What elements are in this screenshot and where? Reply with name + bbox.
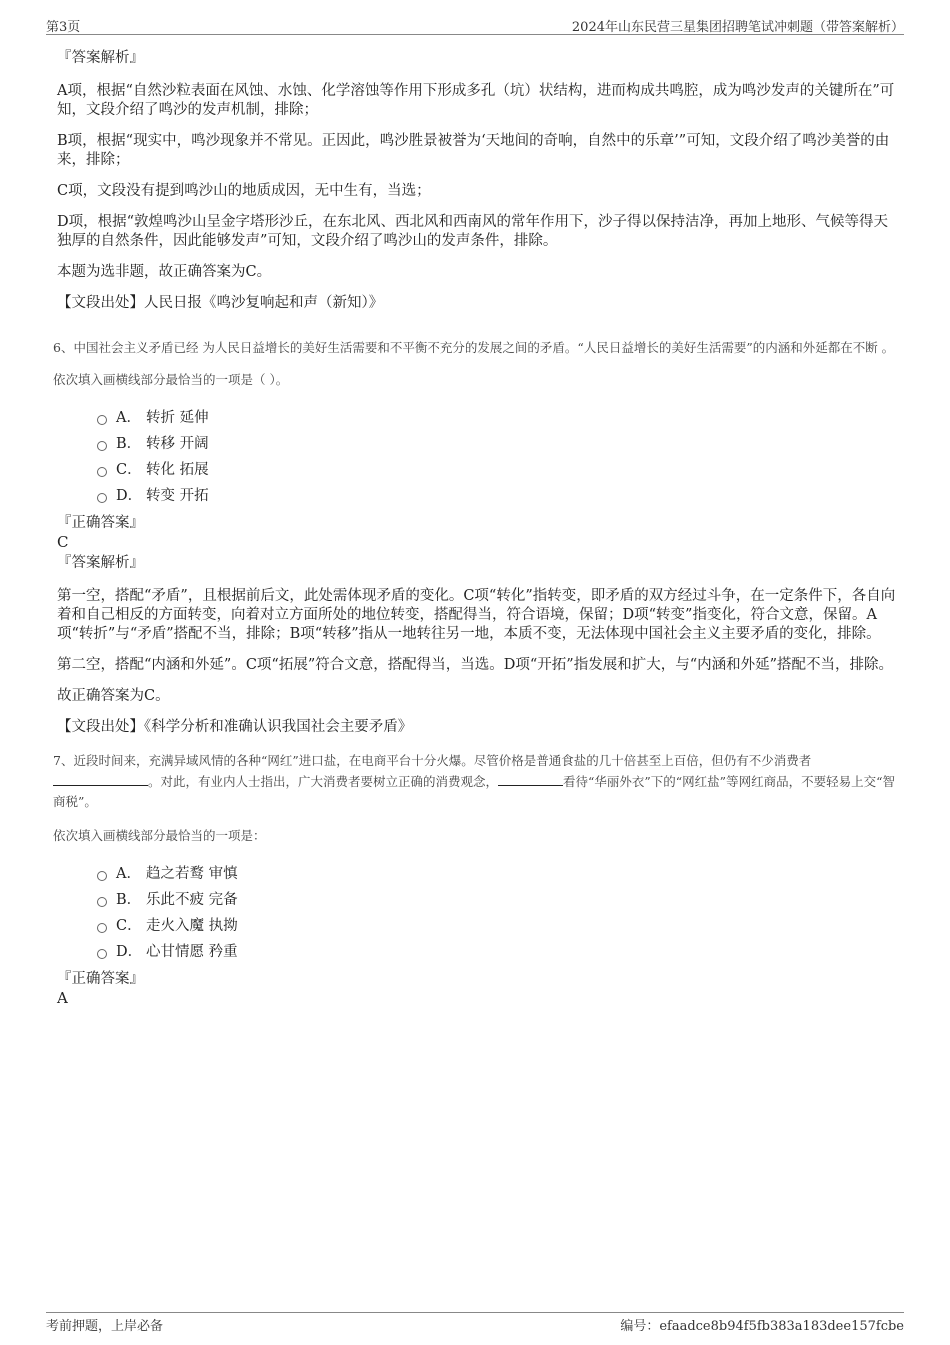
q6-prompt: 依次填入画横线部分最恰当的一项是（ ）。 xyxy=(53,372,289,387)
q7-option-a[interactable]: A． 趋之若鹜 审慎 xyxy=(97,861,897,887)
footer-slogan: 考前押题，上岸必备 xyxy=(46,1319,164,1334)
radio-icon[interactable] xyxy=(97,897,107,907)
q5-analysis-label: 『答案解析』 xyxy=(57,50,144,66)
q5-analysis-c: C项，文段没有提到鸣沙山的地质成因，无中生有，当选； xyxy=(57,183,431,199)
q5-analysis-a: A项，根据“自然沙粒表面在风蚀、水蚀、化学溶蚀等作用下形成多孔（坑）状结构，进而构成共鸣腔，成为鸣沙发声的关键所在”可知，文段介绍了鸣沙的发声机制，排除； xyxy=(57,83,895,118)
blank-1 xyxy=(53,771,148,786)
page-header xyxy=(46,14,904,35)
q6-analysis-label: 『答案解析』 xyxy=(57,555,144,571)
q6-stem: 6、中国社会主义矛盾已经 为人民日益增长的美好生活需要和不平衡不充分的发展之间的矛盾。“人民日益增长的美好生活需要”的内涵和外延都在不断 。 xyxy=(53,340,895,355)
q6-option-a[interactable]: A． 转折 延伸 xyxy=(97,405,897,431)
document-id: 编号：efaadce8b94f5fb383a183dee157fcbe xyxy=(620,1319,904,1334)
q6-option-b[interactable]: B． 转移 开阔 xyxy=(97,431,897,457)
q7-stem: 7、近段时间来，充满异域风情的各种“网红”进口盐，在电商平台十分火爆。尽管价格是普通食盐的几十倍甚至上百倍，但仍有不少消费者。对此，有业内人士指出，广大消费者要树立正确的消费观念， 看待“华丽外衣”下的“网红盐”等网红商品，不要轻易上交“智商税”。 xyxy=(53,753,895,809)
q6-option-d[interactable]: D． 转变 开拓 xyxy=(97,483,897,509)
radio-icon[interactable] xyxy=(97,923,107,933)
q6-source: 【文段出处】《科学分析和准确认识我国社会主要矛盾》 xyxy=(57,719,413,735)
q6-answer: C xyxy=(57,533,69,551)
q5-analysis-b: B项，根据“现实中，鸣沙现象并不常见。正因此，鸣沙胜景被誉为‘天地间的奇响，自然中的乐章’”可知，文段介绍了鸣沙美誉的由来，排除； xyxy=(57,133,890,168)
q5-analysis-d: D项，根据“敦煌鸣沙山呈金字塔形沙丘，在东北风、西北风和西南风的常年作用下，沙子得以保持洁净，再加上地形、气候等得天独厚的自然条件，因此能够发声”可知，文段介绍了鸣沙山的发声条件，排除。 xyxy=(57,214,889,249)
page-content xyxy=(53,46,897,1007)
page-number: 第3页 xyxy=(46,20,81,35)
q7-option-c[interactable]: C． 走火入魔 执拗 xyxy=(97,913,897,939)
q6-analysis-2: 第二空，搭配“内涵和外延”。C项“拓展”符合文意，搭配得当，当选。D项“开拓”指发展和扩大，与“内涵和外延”搭配不当，排除。 xyxy=(57,657,894,673)
radio-icon[interactable] xyxy=(97,949,107,959)
radio-icon[interactable] xyxy=(97,441,107,451)
blank-2 xyxy=(498,771,563,786)
q7-options xyxy=(97,861,897,965)
radio-icon[interactable] xyxy=(97,467,107,477)
q5-conclusion: 本题为选非题，故正确答案为C。 xyxy=(57,264,272,280)
q7-option-d[interactable]: D． 心甘情愿 矜重 xyxy=(97,939,897,965)
q5-source: 【文段出处】人民日报《鸣沙复响起和声（新知）》 xyxy=(57,295,384,311)
q6-answer-label: 『正确答案』 xyxy=(57,515,144,531)
document-title: 2024年山东民营三星集团招聘笔试冲刺题（带答案解析） xyxy=(571,20,904,35)
radio-icon[interactable] xyxy=(97,871,107,881)
page-footer xyxy=(46,1312,904,1333)
q7-answer: A xyxy=(57,989,68,1007)
q6-options xyxy=(97,405,897,509)
q6-conclusion: 故正确答案为C。 xyxy=(57,688,170,704)
q6-analysis-1: 第一空，搭配“矛盾”，且根据前后文，此处需体现矛盾的变化。C项“转化”指转变，即矛盾的双方经过斗争，在一定条件下，各自向着和自己相反的方面转变，向着对立方面所处的地位转变，搭配得当，符合语境，保留；D项“转变”指变化，符合文意，保留。A项“转折”与“矛盾”搭配不当，排除；B项“转移”指从一地转往另一地，本质不变，无法体现中国社会主义主要矛盾的变化，排除。 xyxy=(57,588,896,642)
radio-icon[interactable] xyxy=(97,493,107,503)
q7-answer-label: 『正确答案』 xyxy=(57,971,144,987)
q6-option-c[interactable]: C． 转化 拓展 xyxy=(97,457,897,483)
q7-prompt: 依次填入画横线部分最恰当的一项是： xyxy=(53,828,266,843)
q7-option-b[interactable]: B． 乐此不疲 完备 xyxy=(97,887,897,913)
radio-icon[interactable] xyxy=(97,415,107,425)
